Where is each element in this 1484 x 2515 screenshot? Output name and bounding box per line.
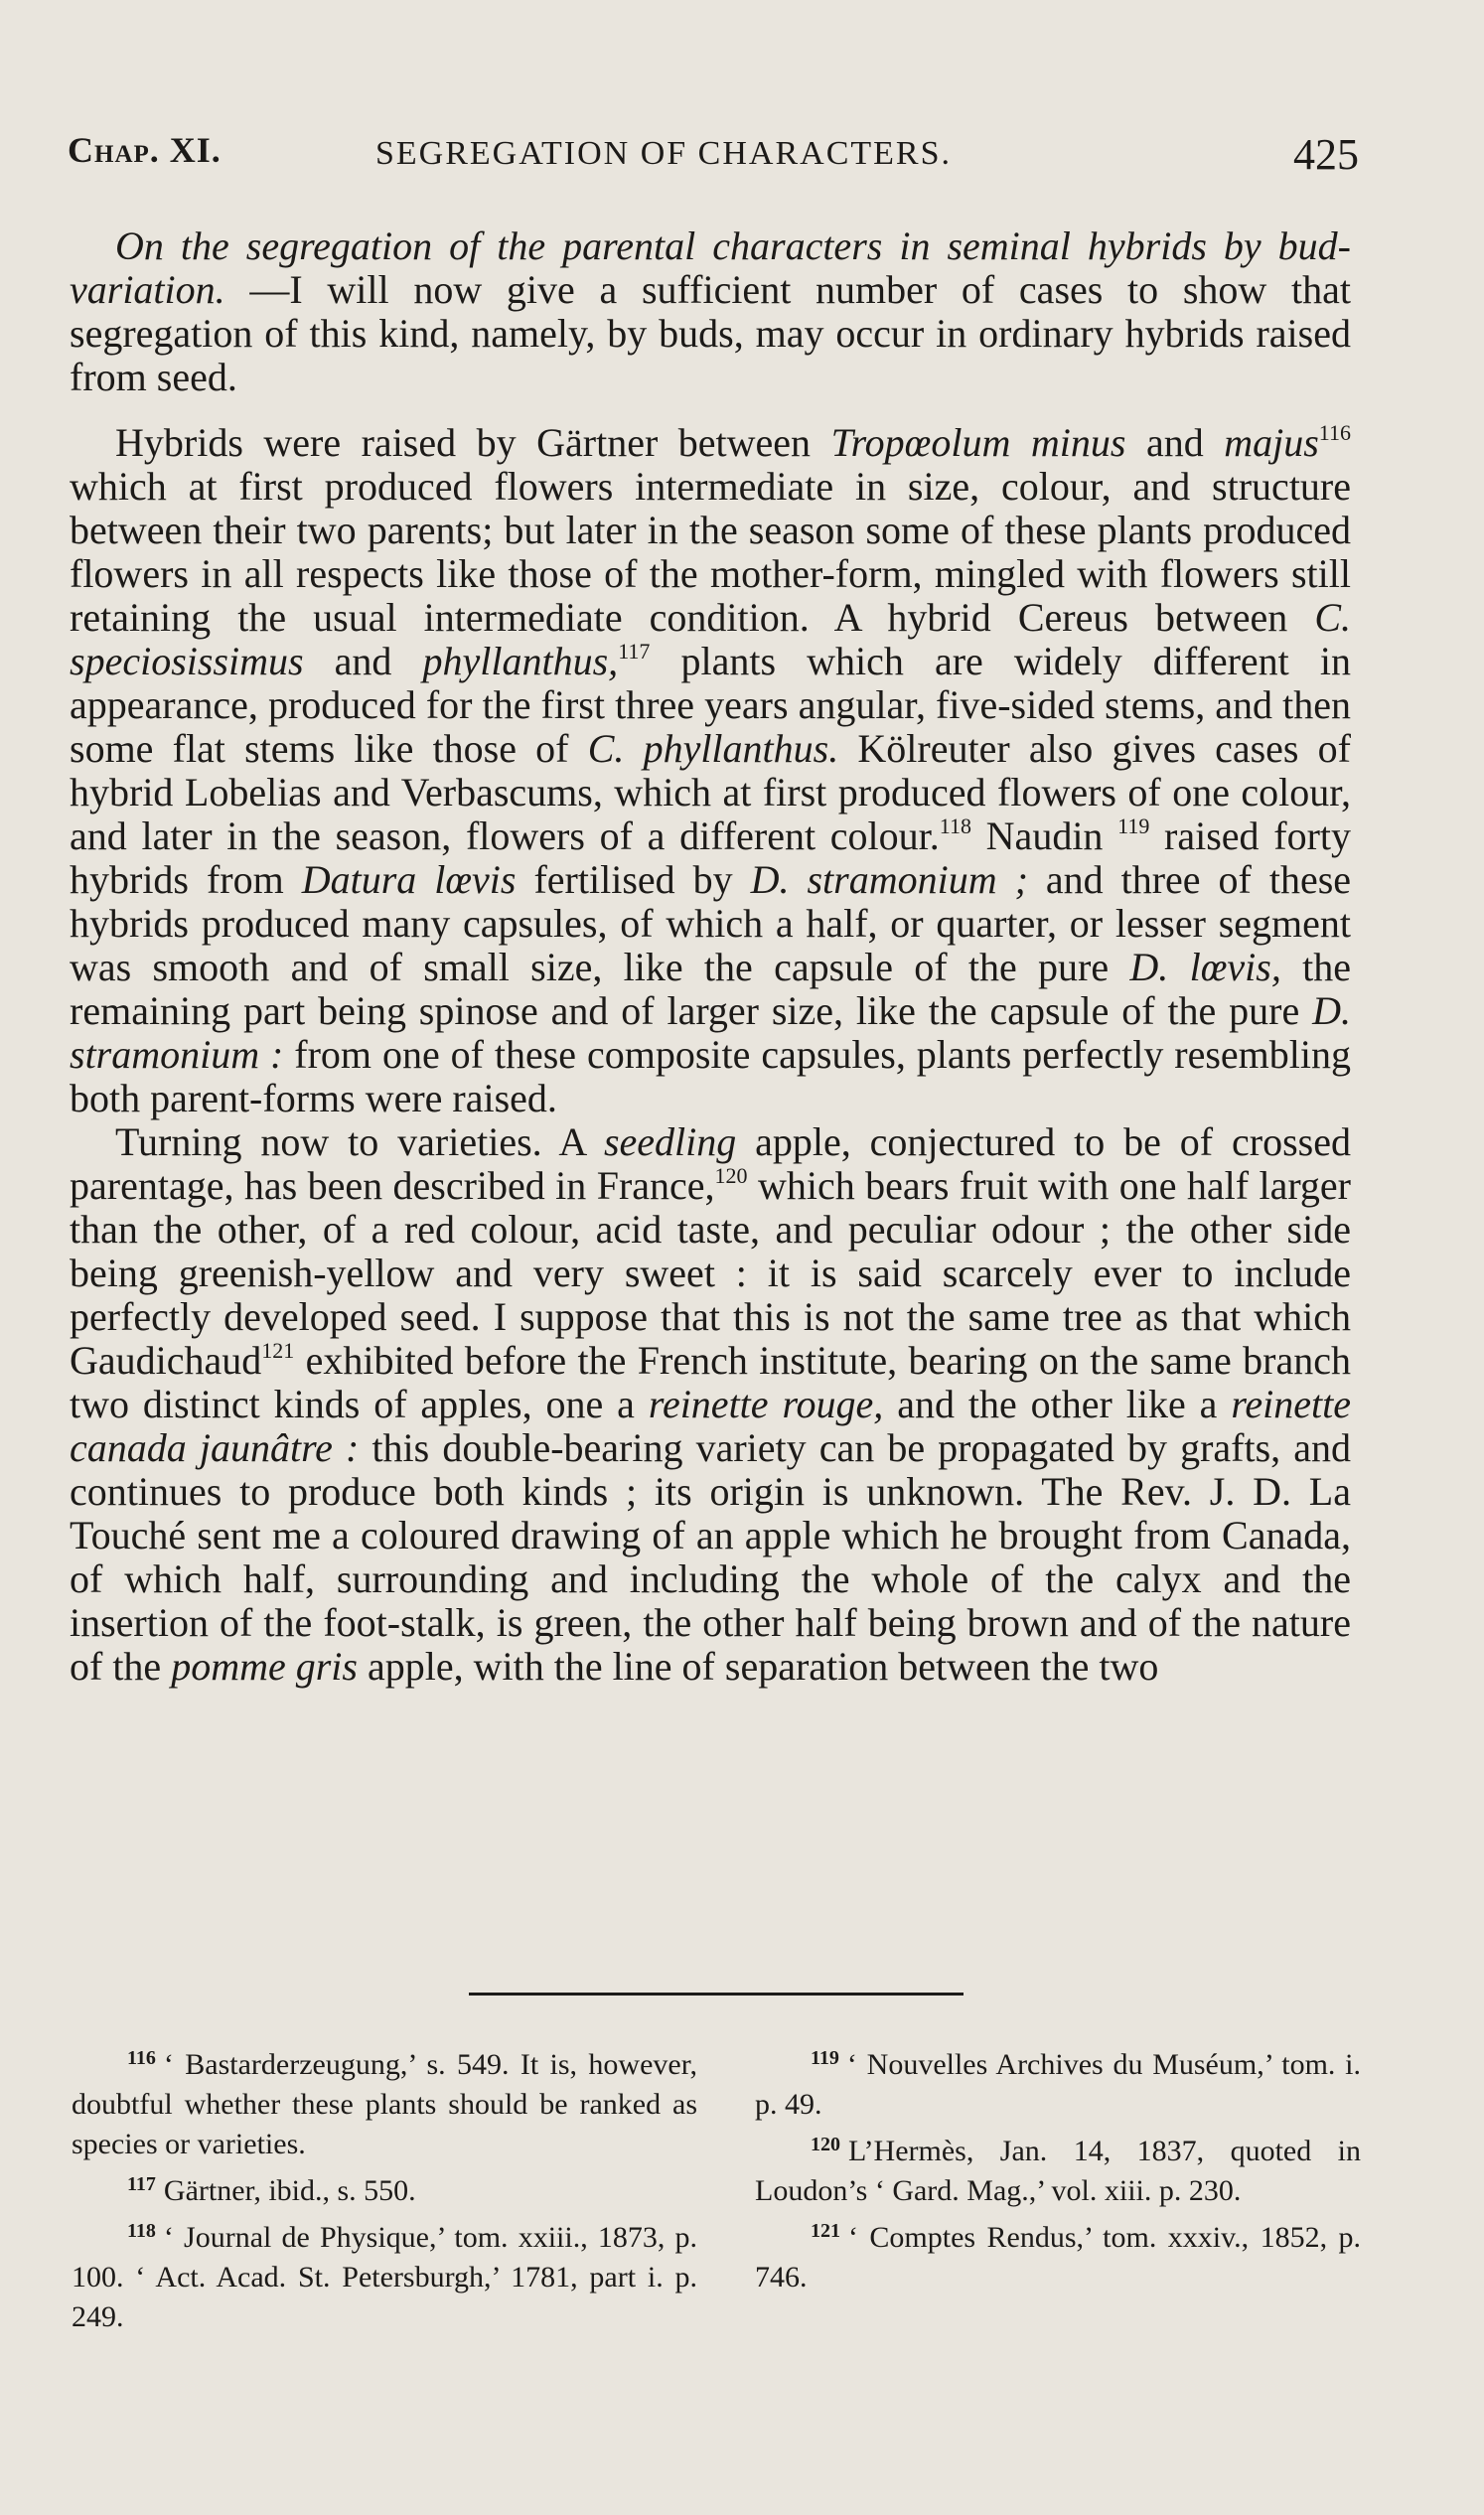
running-title: SEGREGATION OF CHARACTERS. — [375, 135, 952, 172]
paragraph-3: Turning now to varieties. A seedling apple, conjectured to be of crossed parentage, has been described in France,$^{120}$ which bears fruit with one half larger than the other, of a red colour, acid taste, and peculiar odour ; the other side being greenish-yellow and very sweet : it is said scarcely ever to include perfectly developed seed. I suppose that this is not the same tree as that which Gaudichaud$^{121}$ exhibited before the French institute, bearing on the same branch two distinct kinds of apples, one a reinette rouge, and the other like a reinette canada jaunâtre : this double-bearing variety can be propagated by grafts, and continues to produce both kinds ; its origin is unknown. The Rev. J. D. La Touché sent me a coloured drawing of an apple which he brought from Canada, of which half, surrounding and including the whole of the calyx and the insertion of the foot-stalk, is green, the other half being brown and of the nature of the pomme gris apple, with the line of separation between the two — [70, 1119, 1352, 1689]
footnote: $^{118}$ ‘ Journal de Physique,’ tom. xxiii., 1873, p. 100. ‘ Act. Acad. St. Petersburgh,’ 1781, part i. p. 249. — [72, 2220, 697, 2333]
footnote-ref: 117 — [618, 639, 651, 664]
paragraph-2: Hybrids were raised by Gärtner between Tropœolum minus and majus$^{116}$ which at first produced flowers intermediate in size, colour, and structure between their two parents; but later in the season some of these plants produced flowers in all respects like those of the mother-form, mingled with flowers still retaining the usual intermediate condition. A hybrid Cereus between C. speciosissimus and phyllanthus,$^{117}$ plants which are widely different in appearance, produced for the first three years angular, five-sided stems, and then some flat stems like those of C. phyllanthus. Kölreuter also gives cases of hybrid Lobelias and Verbascums, which at first produced flowers of one colour, and later in the season, flowers of a different colour.$^{118}$ Naudin $^{119}$ raised forty hybrids from Datura lœvis fertilised by D. stramonium ; and three of these hybrids produced many capsules, of which a half, or quarter, or lesser segment was smooth and of small size, like the capsule of the pure D. lœvis, the remaining part being spinose and of larger size, like the capsule of the pure D. stramonium : from one of these composite capsules, plants perfectly resembling both parent-forms were raised. — [70, 420, 1352, 1120]
footnote: $^{117}$ Gärtner, ibid., s. 550. — [127, 2173, 416, 2207]
footnote-ref: 116 — [1318, 420, 1351, 445]
footnote-ref: 119 — [1117, 814, 1150, 838]
footnote: $^{116}$ ‘ Bastarderzeugung,’ s. 549. It is, however, doubtful whether these plants should be ranked as species or varieties. — [72, 2047, 697, 2160]
section-heading: On the segregation of the parental characters in seminal hybrids by bud-variation. — [70, 223, 1351, 312]
footnotes-left-column — [72, 2038, 697, 2337]
main-text — [70, 224, 1351, 1689]
footnote: $^{121}$ ‘ Comptes Rendus,’ tom. xxxiv., 1852, p. 746. — [755, 2220, 1361, 2293]
chapter-label: Chap. XI. — [68, 130, 222, 170]
paragraph-1: On the segregation of the parental characters in seminal hybrids by bud-variation. —I will now give a sufficient number of cases to show that segregation of this kind, namely, by buds, may occur in ordinary hybrids raised from seed. — [70, 223, 1351, 399]
footnote: $^{119}$ ‘ Nouvelles Archives du Muséum,’ tom. i. p. 49. — [755, 2047, 1361, 2121]
footnote-divider — [469, 1993, 964, 1996]
footnote-ref: 121 — [261, 1338, 295, 1363]
footnote-ref: 118 — [939, 814, 971, 838]
footnotes-right-column — [755, 2038, 1361, 2297]
running-header — [68, 129, 1359, 189]
footnote-ref: 120 — [714, 1163, 748, 1188]
page-number: 425 — [1293, 130, 1359, 179]
footnote: $^{120}$ L’Hermès, Jan. 14, 1837, quoted in Loudon’s ‘ Gard. Mag.,’ vol. xiii. p. 230. — [755, 2134, 1361, 2207]
